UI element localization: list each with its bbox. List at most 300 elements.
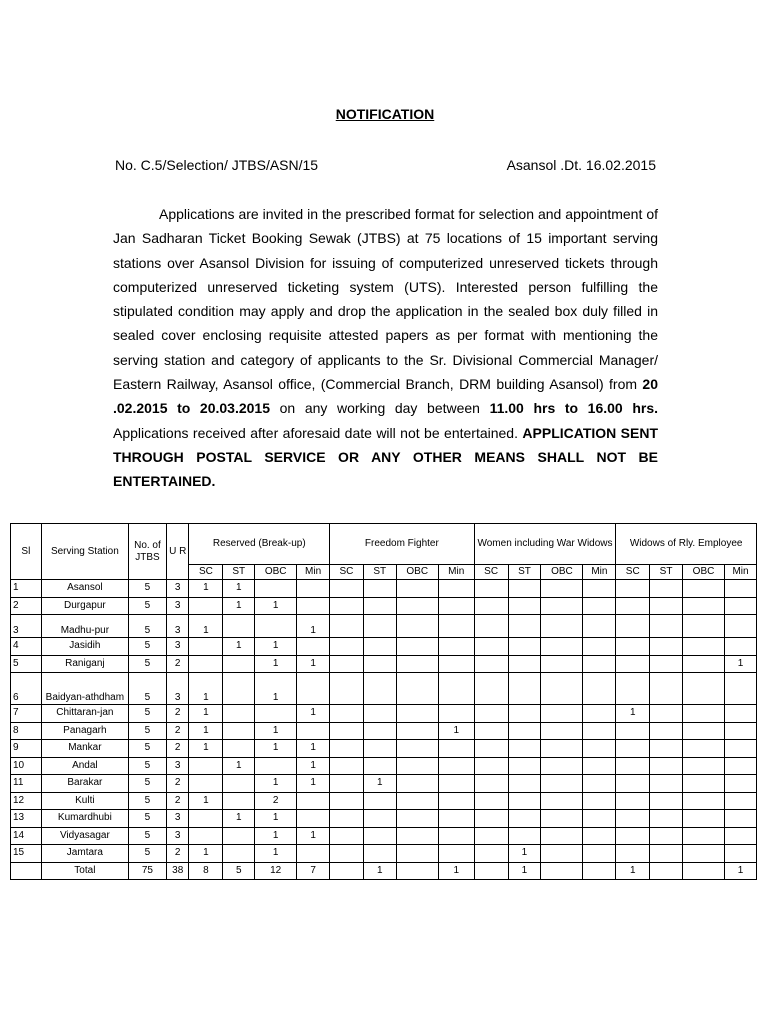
cell-res-0: 1	[189, 792, 223, 810]
cell-station: Asansol	[41, 580, 128, 598]
cell-res-0	[189, 757, 223, 775]
cell-ff-0	[330, 722, 364, 740]
cell-ff-3: 1	[438, 862, 474, 880]
cell-res-1	[223, 722, 255, 740]
table-row	[11, 705, 757, 723]
cell-res-3	[297, 810, 330, 828]
cell-ff-0	[330, 862, 364, 880]
cell-ff-1	[363, 673, 396, 705]
cell-wid-2	[682, 792, 724, 810]
cell-wid-2	[682, 673, 724, 705]
cell-res-2: 1	[255, 845, 297, 863]
cell-wom-0	[474, 638, 508, 656]
cell-wid-3	[725, 673, 757, 705]
cell-ff-0	[330, 580, 364, 598]
cell-ff-2	[396, 673, 438, 705]
cell-res-0: 1	[189, 722, 223, 740]
cell-ff-2	[396, 722, 438, 740]
cell-wom-0	[474, 810, 508, 828]
cell-wom-2	[541, 580, 583, 598]
cell-wom-1	[508, 655, 541, 673]
cell-ff-2	[396, 705, 438, 723]
cell-wid-2	[682, 705, 724, 723]
cell-wom-1	[508, 673, 541, 705]
cell-wom-3	[583, 810, 616, 828]
col-header-station: Serving Station	[41, 524, 128, 580]
cell-res-3	[297, 792, 330, 810]
cell-ff-1	[363, 615, 396, 638]
cell-wom-3	[583, 827, 616, 845]
cell-wid-3: 1	[725, 655, 757, 673]
cell-res-3: 1	[297, 827, 330, 845]
cell-ff-2	[396, 845, 438, 863]
table-row	[11, 597, 757, 615]
cell-ur: 2	[166, 740, 189, 758]
notification-body	[113, 202, 658, 494]
cell-ur: 3	[166, 810, 189, 828]
col-header-sl: Sl	[11, 524, 42, 580]
cell-res-0	[189, 597, 223, 615]
cell-wom-3	[583, 705, 616, 723]
cell-wom-2	[541, 673, 583, 705]
cell-wid-0	[616, 757, 650, 775]
cell-ff-2	[396, 757, 438, 775]
cell-wom-3	[583, 740, 616, 758]
cell-res-3	[297, 722, 330, 740]
cell-wom-1	[508, 740, 541, 758]
cell-wom-2	[541, 792, 583, 810]
cell-res-1: 1	[223, 810, 255, 828]
sub-header-obc: OBC	[541, 565, 583, 580]
cell-station: Kulti	[41, 792, 128, 810]
cell-sl: 12	[11, 792, 42, 810]
cell-sl: 7	[11, 705, 42, 723]
cell-wom-3	[583, 792, 616, 810]
cell-jtbs: 5	[128, 673, 166, 705]
cell-res-1	[223, 673, 255, 705]
sub-header-sc: SC	[474, 565, 508, 580]
cell-wid-1	[650, 827, 683, 845]
cell-wid-2	[682, 722, 724, 740]
station-breakup-table	[10, 523, 757, 880]
cell-wid-0	[616, 845, 650, 863]
cell-wid-3	[725, 757, 757, 775]
cell-ur: 2	[166, 775, 189, 793]
cell-jtbs: 5	[128, 775, 166, 793]
cell-ff-3	[438, 615, 474, 638]
col-group-women: Women including War Widows	[474, 524, 616, 565]
cell-wid-1	[650, 862, 683, 880]
cell-res-1: 5	[223, 862, 255, 880]
col-group-reserved: Reserved (Break-up)	[189, 524, 330, 565]
cell-ff-0	[330, 810, 364, 828]
cell-wom-0	[474, 597, 508, 615]
postal-warning: APPLICATION SENT THROUGH POSTAL SERVICE OR ANY OTHER MEANS SHALL NOT BE ENTERTAINED.	[113, 424, 659, 490]
cell-ur: 3	[166, 597, 189, 615]
cell-ff-1	[363, 722, 396, 740]
cell-jtbs: 5	[128, 580, 166, 598]
cell-wom-1	[508, 615, 541, 638]
cell-wom-3	[583, 775, 616, 793]
cell-res-0	[189, 827, 223, 845]
cell-wid-0	[616, 580, 650, 598]
cell-ff-1	[363, 580, 396, 598]
cell-wom-2	[541, 615, 583, 638]
cell-wid-1	[650, 775, 683, 793]
cell-ur: 2	[166, 722, 189, 740]
cell-wid-0	[616, 655, 650, 673]
cell-wid-1	[650, 580, 683, 598]
cell-ur: 3	[166, 673, 189, 705]
cell-res-2: 1	[255, 655, 297, 673]
cell-wom-1	[508, 775, 541, 793]
body-part-2: on any working day between	[270, 400, 490, 417]
notification-title: NOTIFICATION	[335, 106, 435, 122]
cell-res-3: 7	[297, 862, 330, 880]
cell-wom-3	[583, 638, 616, 656]
cell-wid-3	[725, 845, 757, 863]
cell-res-2: 1	[255, 775, 297, 793]
cell-res-1: 1	[223, 597, 255, 615]
cell-sl: 9	[11, 740, 42, 758]
cell-ur: 3	[166, 615, 189, 638]
cell-wom-0	[474, 757, 508, 775]
cell-sl	[11, 862, 42, 880]
table-row	[11, 580, 757, 598]
cell-ff-2	[396, 862, 438, 880]
cell-station: Durgapur	[41, 597, 128, 615]
cell-wid-0	[616, 638, 650, 656]
cell-wid-0	[616, 792, 650, 810]
cell-ff-0	[330, 597, 364, 615]
cell-ff-0	[330, 827, 364, 845]
cell-wid-0	[616, 722, 650, 740]
cell-res-0	[189, 775, 223, 793]
sub-header-sc: SC	[330, 565, 364, 580]
cell-wom-3	[583, 655, 616, 673]
cell-ur: 3	[166, 757, 189, 775]
cell-wid-1	[650, 722, 683, 740]
table-row	[11, 655, 757, 673]
cell-ff-0	[330, 757, 364, 775]
cell-wom-2	[541, 705, 583, 723]
cell-jtbs: 5	[128, 705, 166, 723]
cell-sl: 10	[11, 757, 42, 775]
cell-station: Vidyasagar	[41, 827, 128, 845]
cell-res-2	[255, 757, 297, 775]
cell-ff-0	[330, 845, 364, 863]
cell-ff-1	[363, 740, 396, 758]
cell-station: Baidyan-athdham	[41, 673, 128, 705]
cell-sl: 2	[11, 597, 42, 615]
cell-station: Jamtara	[41, 845, 128, 863]
cell-wom-1	[508, 792, 541, 810]
cell-res-1	[223, 705, 255, 723]
cell-wid-0	[616, 740, 650, 758]
sub-header-min: Min	[725, 565, 757, 580]
cell-station: Madhu-pur	[41, 615, 128, 638]
cell-res-0	[189, 810, 223, 828]
body-part-1: Applications are invited in the prescribed format for selection and appointment of Jan Sadharan Ticket Booking Sewak (JTBS) at 75 locations of 15 important serving stations over Asansol Division for issuing of computerized unreserved tickets through computerized unreserved ticketing system (UTS). Interested person fulfilling the stipulated condition may apply and drop the application in the sealed box duly filled in sealed cover enclosing requisite attested papers as per format with mentioning the serving station and category of applicants to the Sr. Divisional Commercial Manager/ Eastern Railway, Asansol office, (Commercial Branch, DRM building Asansol) from	[113, 206, 658, 393]
cell-sl: 5	[11, 655, 42, 673]
cell-ur: 3	[166, 580, 189, 598]
cell-ff-2	[396, 810, 438, 828]
cell-wid-1	[650, 597, 683, 615]
cell-res-2: 12	[255, 862, 297, 880]
cell-wom-0	[474, 827, 508, 845]
col-group-freedom-fighter: Freedom Fighter	[330, 524, 475, 565]
cell-wid-1	[650, 845, 683, 863]
cell-res-0	[189, 638, 223, 656]
cell-wom-1	[508, 597, 541, 615]
cell-res-2: 2	[255, 792, 297, 810]
cell-wid-0: 1	[616, 862, 650, 880]
cell-ur: 38	[166, 862, 189, 880]
cell-ff-2	[396, 827, 438, 845]
cell-wom-0	[474, 722, 508, 740]
cell-station: Chittaran-jan	[41, 705, 128, 723]
cell-res-2	[255, 615, 297, 638]
cell-wid-3	[725, 722, 757, 740]
sub-header-obc: OBC	[255, 565, 297, 580]
cell-ff-1	[363, 845, 396, 863]
table-row	[11, 775, 757, 793]
application-dates: 20 .02.2015 to 20.03.2015	[113, 376, 658, 417]
cell-ff-3	[438, 638, 474, 656]
cell-sl: 15	[11, 845, 42, 863]
cell-ff-3	[438, 655, 474, 673]
cell-wom-1	[508, 827, 541, 845]
table-row-total	[11, 862, 757, 880]
cell-wom-3	[583, 615, 616, 638]
sub-header-sc: SC	[616, 565, 650, 580]
cell-res-2: 1	[255, 810, 297, 828]
cell-wid-1	[650, 655, 683, 673]
cell-ff-2	[396, 615, 438, 638]
cell-sl: 14	[11, 827, 42, 845]
cell-ff-1	[363, 792, 396, 810]
table-row	[11, 757, 757, 775]
cell-wid-0	[616, 827, 650, 845]
sub-header-min: Min	[583, 565, 616, 580]
sub-header-obc: OBC	[682, 565, 724, 580]
cell-station: Andal	[41, 757, 128, 775]
cell-wid-2	[682, 740, 724, 758]
sub-header-min: Min	[438, 565, 474, 580]
cell-wom-0	[474, 792, 508, 810]
header-row-groups	[11, 524, 757, 565]
cell-wid-3	[725, 827, 757, 845]
cell-station: Jasidih	[41, 638, 128, 656]
cell-wid-0	[616, 597, 650, 615]
cell-wid-3	[725, 775, 757, 793]
cell-res-0: 1	[189, 615, 223, 638]
col-header-jtbs: No. of JTBS	[128, 524, 166, 580]
sub-header-st: ST	[363, 565, 396, 580]
cell-res-3	[297, 597, 330, 615]
cell-ff-3: 1	[438, 722, 474, 740]
cell-res-1	[223, 827, 255, 845]
cell-wom-1	[508, 722, 541, 740]
cell-ff-2	[396, 655, 438, 673]
col-header-ur: U R	[166, 524, 189, 580]
cell-res-1: 1	[223, 757, 255, 775]
cell-res-2: 1	[255, 722, 297, 740]
cell-jtbs: 75	[128, 862, 166, 880]
cell-wom-2	[541, 845, 583, 863]
body-part-3: Applications received after aforesaid date will not be entertained.	[113, 424, 523, 441]
cell-wom-2	[541, 775, 583, 793]
cell-wid-2	[682, 597, 724, 615]
cell-res-0: 8	[189, 862, 223, 880]
cell-res-1: 1	[223, 638, 255, 656]
cell-ff-0	[330, 792, 364, 810]
cell-wid-3	[725, 740, 757, 758]
cell-res-2: 1	[255, 740, 297, 758]
cell-wid-3	[725, 615, 757, 638]
cell-station: Kumardhubi	[41, 810, 128, 828]
cell-station: Mankar	[41, 740, 128, 758]
cell-res-1	[223, 775, 255, 793]
sub-header-st: ST	[650, 565, 683, 580]
cell-ff-2	[396, 775, 438, 793]
cell-wom-2	[541, 740, 583, 758]
cell-res-2	[255, 705, 297, 723]
cell-jtbs: 5	[128, 615, 166, 638]
cell-res-3: 1	[297, 655, 330, 673]
sub-header-st: ST	[508, 565, 541, 580]
cell-res-1	[223, 655, 255, 673]
cell-wom-1	[508, 580, 541, 598]
cell-res-3: 1	[297, 705, 330, 723]
cell-ff-3	[438, 673, 474, 705]
table-row	[11, 673, 757, 705]
cell-ff-1	[363, 705, 396, 723]
cell-wom-3	[583, 845, 616, 863]
cell-ff-0	[330, 615, 364, 638]
cell-wom-2	[541, 722, 583, 740]
cell-station: Raniganj	[41, 655, 128, 673]
cell-res-0: 1	[189, 740, 223, 758]
cell-ff-3	[438, 792, 474, 810]
cell-res-0: 1	[189, 845, 223, 863]
cell-ff-3	[438, 740, 474, 758]
sub-header-sc: SC	[189, 565, 223, 580]
table-row	[11, 740, 757, 758]
cell-res-3	[297, 673, 330, 705]
cell-ff-0	[330, 740, 364, 758]
cell-wid-0	[616, 810, 650, 828]
cell-jtbs: 5	[128, 845, 166, 863]
cell-ff-3	[438, 775, 474, 793]
cell-ff-3	[438, 810, 474, 828]
cell-ff-3	[438, 580, 474, 598]
cell-ff-3	[438, 757, 474, 775]
cell-sl: 6	[11, 673, 42, 705]
cell-ur: 2	[166, 845, 189, 863]
cell-ff-1	[363, 827, 396, 845]
cell-res-1	[223, 740, 255, 758]
cell-wid-0	[616, 775, 650, 793]
cell-wid-2	[682, 615, 724, 638]
sub-header-st: ST	[223, 565, 255, 580]
cell-wom-3	[583, 722, 616, 740]
cell-res-0: 1	[189, 580, 223, 598]
cell-ff-1: 1	[363, 862, 396, 880]
cell-res-2	[255, 580, 297, 598]
cell-wom-1	[508, 705, 541, 723]
cell-res-2: 1	[255, 638, 297, 656]
table-header	[11, 524, 757, 580]
cell-station: Total	[41, 862, 128, 880]
cell-wom-1: 1	[508, 862, 541, 880]
cell-wom-0	[474, 673, 508, 705]
cell-wom-0	[474, 740, 508, 758]
cell-wom-2	[541, 655, 583, 673]
cell-wid-2	[682, 580, 724, 598]
cell-wom-2	[541, 810, 583, 828]
cell-res-3	[297, 638, 330, 656]
cell-res-0	[189, 655, 223, 673]
cell-wom-2	[541, 827, 583, 845]
cell-wid-3: 1	[725, 862, 757, 880]
table-body	[11, 580, 757, 880]
cell-ff-3	[438, 705, 474, 723]
cell-wom-3	[583, 862, 616, 880]
cell-wom-0	[474, 655, 508, 673]
cell-jtbs: 5	[128, 792, 166, 810]
cell-ur: 2	[166, 792, 189, 810]
cell-wid-1	[650, 740, 683, 758]
cell-res-1	[223, 845, 255, 863]
cell-ff-1: 1	[363, 775, 396, 793]
cell-ff-3	[438, 597, 474, 615]
cell-ff-0	[330, 638, 364, 656]
cell-wid-0: 1	[616, 705, 650, 723]
cell-wom-1	[508, 757, 541, 775]
cell-ur: 3	[166, 827, 189, 845]
cell-res-3: 1	[297, 615, 330, 638]
cell-ff-2	[396, 792, 438, 810]
cell-sl: 4	[11, 638, 42, 656]
cell-wom-0	[474, 845, 508, 863]
cell-jtbs: 5	[128, 740, 166, 758]
cell-sl: 3	[11, 615, 42, 638]
cell-ff-2	[396, 740, 438, 758]
cell-res-3: 1	[297, 775, 330, 793]
cell-wid-2	[682, 655, 724, 673]
cell-res-1: 1	[223, 580, 255, 598]
sub-header-obc: OBC	[396, 565, 438, 580]
cell-wid-3	[725, 810, 757, 828]
cell-wid-2	[682, 810, 724, 828]
cell-wid-1	[650, 615, 683, 638]
cell-ff-0	[330, 775, 364, 793]
table-row	[11, 845, 757, 863]
table-row	[11, 827, 757, 845]
cell-res-2: 1	[255, 673, 297, 705]
cell-station: Panagarh	[41, 722, 128, 740]
cell-ff-1	[363, 757, 396, 775]
cell-res-0: 1	[189, 705, 223, 723]
cell-wom-3	[583, 673, 616, 705]
cell-ff-2	[396, 580, 438, 598]
cell-wid-2	[682, 638, 724, 656]
table-row	[11, 638, 757, 656]
cell-wom-1: 1	[508, 845, 541, 863]
application-hours: 11.00 hrs to 16.00 hrs.	[489, 400, 658, 417]
cell-wid-2	[682, 757, 724, 775]
